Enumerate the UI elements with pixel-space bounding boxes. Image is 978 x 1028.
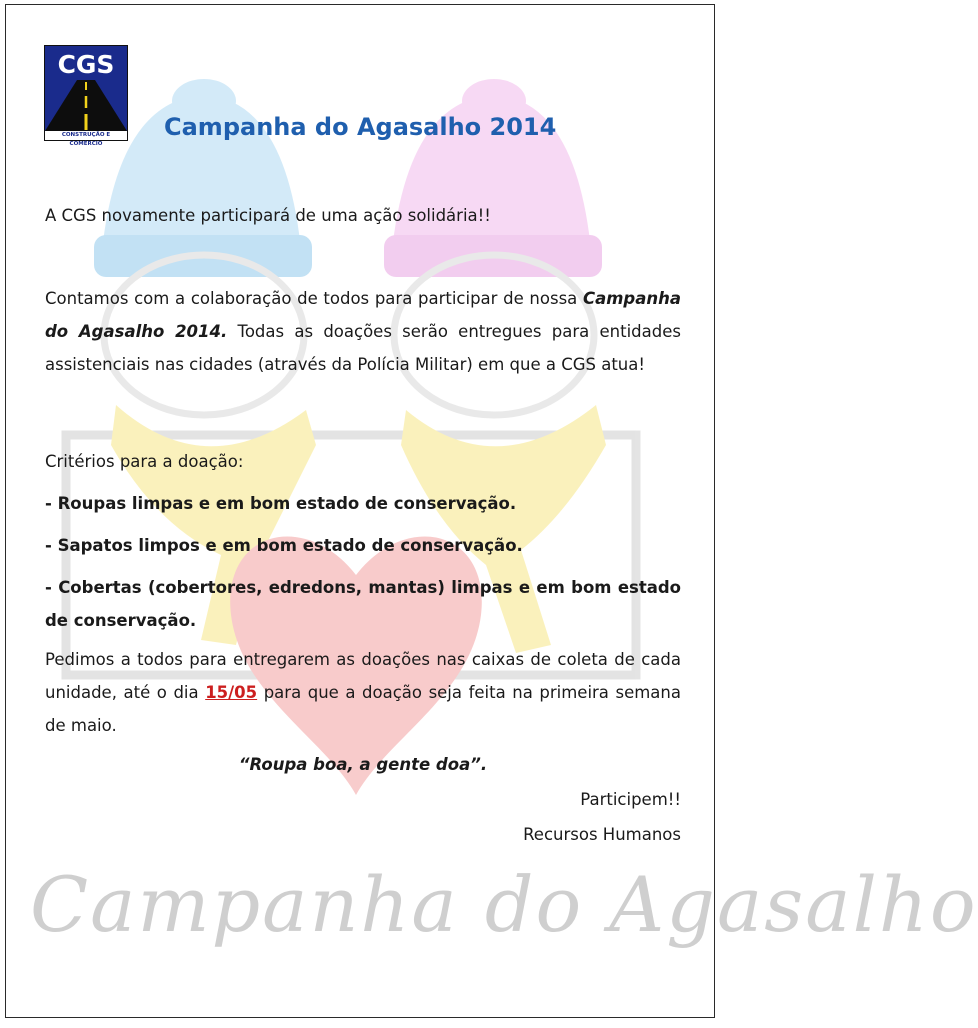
request-paragraph <box>45 643 681 742</box>
criteria-item: - Roupas limpas e em bom estado de conservação. <box>45 494 517 513</box>
campaign-paragraph <box>45 282 681 381</box>
logo-tagline: CONSTRUÇÃO E COMÉRCIO <box>45 131 127 140</box>
road-icon <box>45 80 127 131</box>
intro-text: A CGS novamente participará de uma ação solidária!! <box>45 206 491 225</box>
paragraph-rest: Todas as doações serão entregues para entidades assistenciais nas cidades (através da Polícia Militar) em que a CGS atua! <box>45 322 681 374</box>
paragraph-lead: Contamos com a colaboração de todos para participar de nossa <box>45 289 583 308</box>
cgs-logo <box>44 45 128 147</box>
criteria-heading: Critérios para a doação: <box>45 452 244 471</box>
closing-text: Participem!! <box>580 790 681 809</box>
criteria-item: - Sapatos limpos e em bom estado de conservação. <box>45 536 523 555</box>
document-page <box>5 4 978 1018</box>
signature: Recursos Humanos <box>523 825 681 844</box>
watermark-text: Campanha do Agasalho <box>30 860 978 949</box>
page-title: Campanha do Agasalho 2014 <box>164 113 557 141</box>
logo-name: CGS <box>57 50 115 79</box>
campaign-name: Campanha do Agasalho 2014. <box>45 289 681 341</box>
request-before: Pedimos a todos para entregarem as doações nas caixas de coleta de cada unidade, até o dia <box>45 650 681 702</box>
request-after: para que a doação seja feita na primeira semana de maio. <box>45 683 681 735</box>
deadline-date: 15/05 <box>205 683 258 702</box>
document-body <box>45 199 681 851</box>
criteria-item: - Cobertas (cobertores, edredons, mantas) limpas e em bom estado de conservação. <box>45 578 681 630</box>
slogan: “Roupa boa, a gente doa”. <box>238 755 488 774</box>
